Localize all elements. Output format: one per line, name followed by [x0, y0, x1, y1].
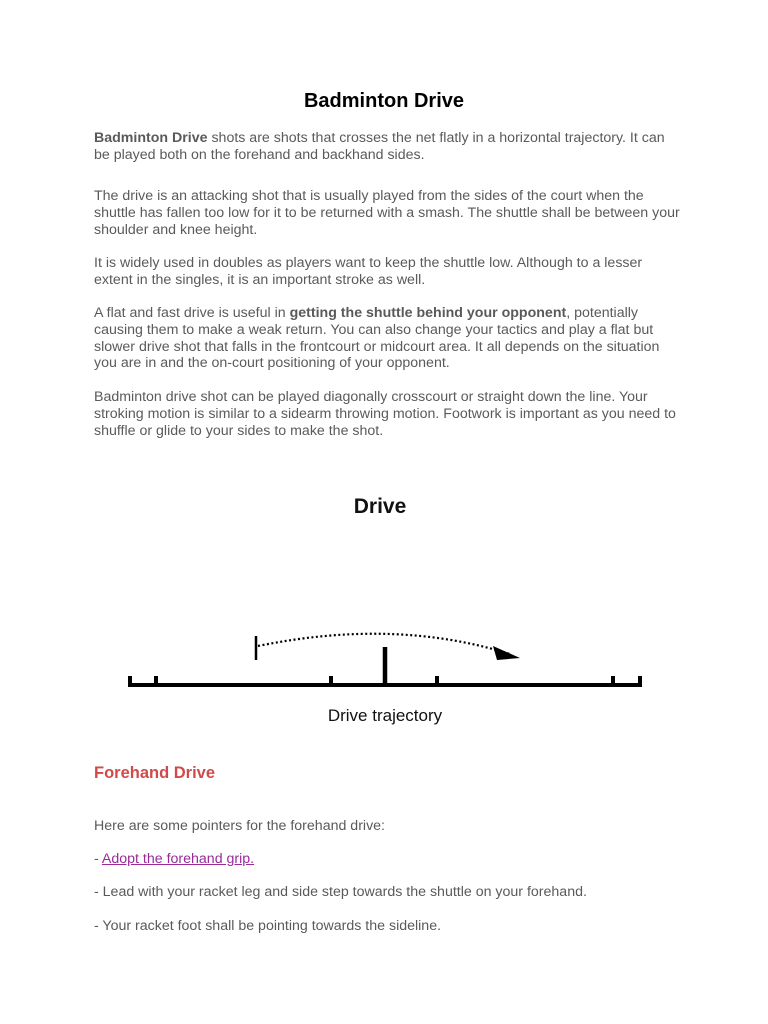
figure-heading: Drive: [353, 495, 407, 518]
forehand-intro: Here are some pointers for the forehand drive:: [94, 818, 385, 834]
intro-paragraph: [94, 130, 684, 164]
paragraph-doubles: It is widely used in doubles as players want to keep the shuttle low. Although to a lesser extent in the singles, it is an important stroke as well.: [94, 255, 643, 288]
drive-diagram: [110, 480, 660, 730]
pointer-prefix: -: [94, 918, 103, 934]
paragraph-crosscourt: Badminton drive shot can be played diagonally crosscourt or straight down the line. Your stroking motion is similar to a sidearm throwing motion. Footwork is important as you need to shuffle or glide to your sides to make the shot.: [94, 389, 676, 439]
intro-bold-term: Badminton Drive: [94, 130, 208, 146]
figure-caption: Drive trajectory: [327, 706, 443, 725]
drive-trajectory-figure: [110, 480, 660, 730]
para3-after: , potentially causing them to make a weak return. You can also change your tactics and play a flat but slower drive shot that falls in the frontcourt or midcourt area. It all depends on the situation you are in and the on-court positioning of your opponent.: [94, 305, 660, 372]
pointer-prefix: -: [94, 884, 103, 900]
paragraph-attacking-shot: The drive is an attacking shot that is usually played from the sides of the court when the shuttle has fallen too low for it to be returned with a smash. The shuttle shall be between your shoulder and knee height.: [94, 188, 680, 238]
pointer-text: Your racket foot shall be pointing towards the sideline.: [102, 918, 442, 934]
trajectory-arrowhead: [493, 646, 520, 660]
pointer-grip: [94, 851, 694, 868]
para3-before: A flat and fast drive is useful in: [94, 305, 290, 321]
page-title: Badminton Drive: [303, 90, 465, 112]
section-heading-forehand-drive: Forehand Drive: [94, 764, 216, 782]
pointer-text: Lead with your racket leg and side step towards the shuttle on your forehand.: [102, 884, 587, 900]
intro-text: shots are shots that crosses the net flatly in a horizontal trajectory. It can be played both on the forehand and backhand sides.: [94, 130, 665, 163]
pointer-side-step: [94, 884, 694, 901]
para3-bold: getting the shuttle behind your opponent: [289, 305, 567, 321]
pointer-prefix: -: [94, 851, 102, 867]
forehand-grip-link[interactable]: Adopt the forehand grip.: [101, 851, 255, 867]
paragraph-flat-fast-drive: [94, 305, 684, 372]
pointer-racket-foot: [94, 918, 694, 935]
